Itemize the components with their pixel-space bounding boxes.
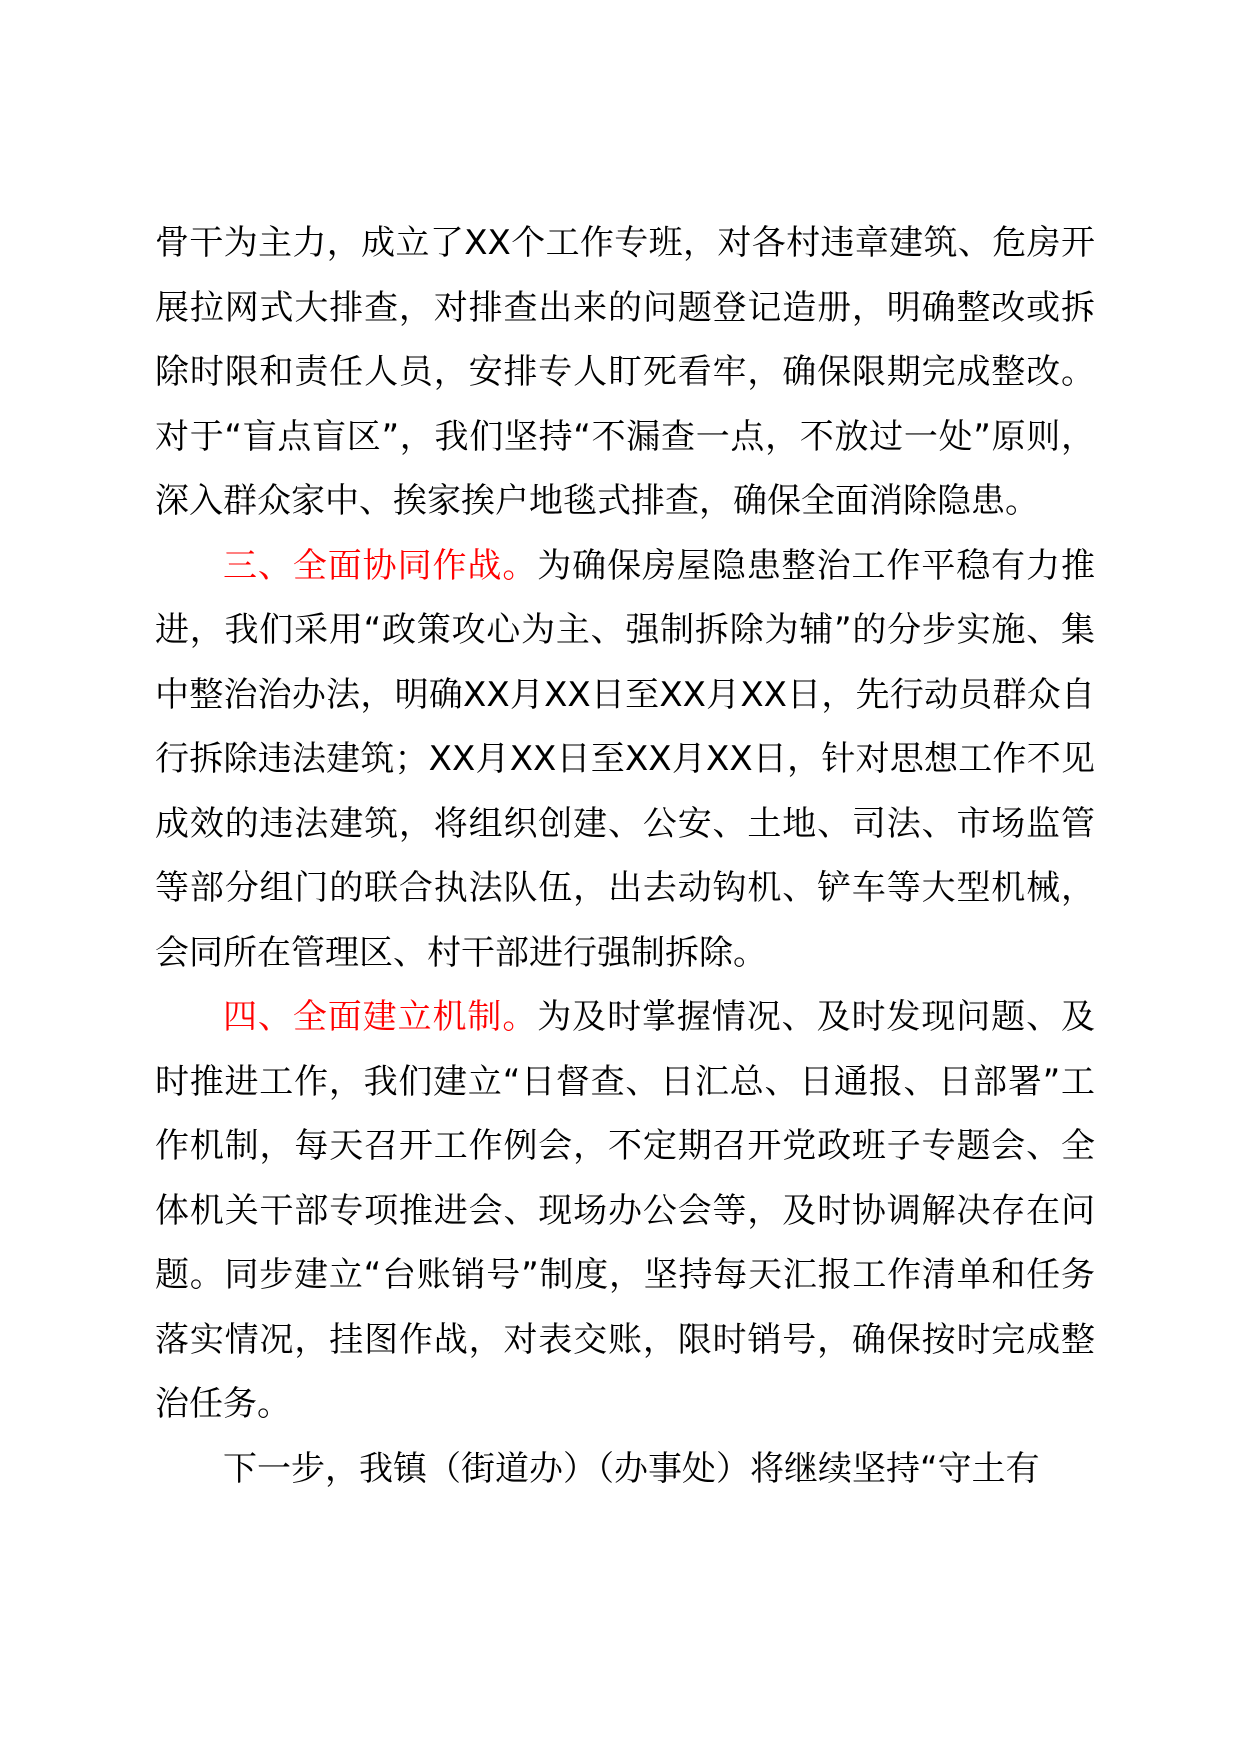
section-heading-4: 四、全面建立机制。	[223, 997, 538, 1037]
paragraph-1-text: 骨干为主力，成立了XX个工作专班，对各村违章建筑、危房开展拉网式大排查，对排查出来的问题登记造册，明确整改或拆除时限和责任人员，安排专人盯死看牢，确保限期完成整改。对于“盲点盲区”，我们坚持“不漏查一点，不放过一处”原则，深入群众家中、挨家挨户地毯式排查，确保全面消除隐患。	[155, 223, 1095, 521]
paragraph-1	[155, 211, 1095, 534]
section-heading-3: 三、全面协同作战。	[223, 545, 538, 586]
paragraph-4-text: 下一步，我镇（街道办）（办事处）将继续坚持“守土有	[223, 1448, 1040, 1489]
paragraph-3-text: 为及时掌握情况、及时发现问题、及时推进工作，我们建立“日督查、日汇总、日通报、日部署”工作机制，每天召开工作例会，不定期召开党政班子专题会、全体机关干部专项推进会、现场办公会等，及时协调解决存在问题。同步建立“台账销号”制度，坚持每天汇报工作清单和任务落实情况，挂图作战，对表交账，限时销号，确保按时完成整治任务。	[155, 997, 1095, 1424]
paragraph-2	[155, 534, 1095, 986]
paragraph-2-text: 为确保房屋隐患整治工作平稳有力推进，我们采用“政策攻心为主、强制拆除为辅”的分步实施、集中整治治办法，明确XX月XX日至XX月XX日，先行动员群众自行拆除违法建筑；XX月XX日至XX月XX日，针对思想工作不见成效的违法建筑，将组织创建、公安、土地、司法、市场监管等部分组门的联合执法队伍，出去动钩机、铲车等大型机械，会同所在管理区、村干部进行强制拆除。	[155, 545, 1095, 973]
paragraph-3	[155, 985, 1095, 1437]
paragraph-4	[155, 1437, 1095, 1502]
document-body	[155, 211, 1095, 1501]
